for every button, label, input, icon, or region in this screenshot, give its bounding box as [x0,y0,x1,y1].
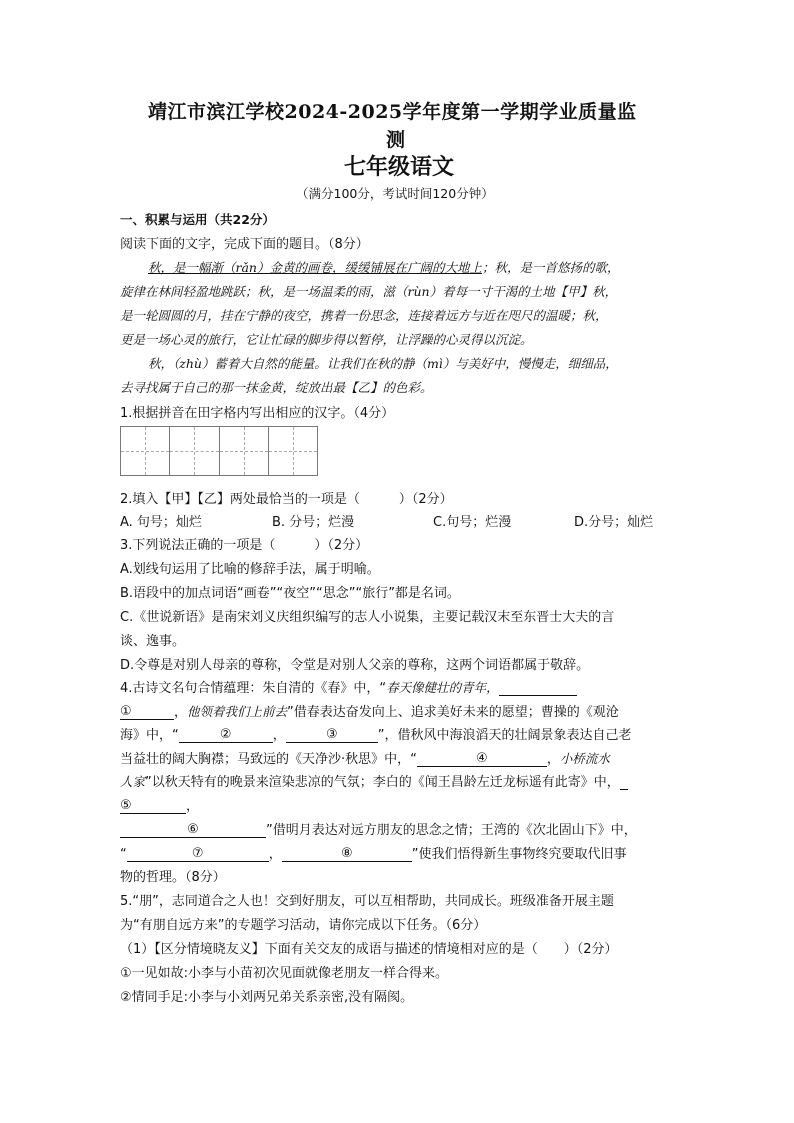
underlined-sentence: 秋，是一幅渐（rǎn）金黄的画卷，缓缓铺展在广阔的大地上 [148,260,482,275]
passage-line-1: 秋，是一幅渐（rǎn）金黄的画卷，缓缓铺展在广阔的大地上；秋，是一首悠扬的歌， [148,260,620,275]
passage-line-2: 旋律在林间轻盈地跳跃；秋，是一场温柔的雨，滋（rùn）着每一寸干渴的土地【甲】秋， [120,284,618,299]
question-4-line-6 [120,795,199,814]
reading-intro: 阅读下面的文字，完成下面的题目。（8分） [120,237,369,252]
q4-text: ， [272,728,286,743]
q5-item-1: ①一见如故:小李与小苗初次见面就像老朋友一样合得来。 [120,966,449,981]
q4-text: ”使我们悟得新生事物终究要取代旧事 [411,847,627,862]
q4-text: ， [268,847,282,862]
q3-option-a[interactable]: A.划线句运用了比喻的修辞手法，属于明喻。 [120,562,380,577]
passage-line-6: 去寻找属于自己的那一抹金黄，绽放出最【乙】的色彩。 [120,380,433,395]
passage-line-5: 秋，（zhù）蓄着大自然的能量。让我们在秋的静（mì）与美好中，慢慢走，细细品， [148,356,618,371]
q4-text: ”，借秋风中海浪滔天的壮阔景象表达自己老 [377,728,632,743]
q4-text: 4.古诗文名句合情蕴理：朱自清的《春》中，“ [120,681,387,696]
fill-blank-3[interactable]: ③ [286,727,378,743]
q4-text: ， [186,799,200,814]
q4-text: 海》中，“ [120,728,179,743]
exam-title-line2: 测 [386,129,406,151]
q3-option-c[interactable]: C.《世说新语》是南宋刘义庆组织编写的志人小说集，主要记载汉末至东晋士大夫的言 [120,610,615,625]
q2-option-c[interactable]: C.句号；烂漫 [433,515,512,530]
grid-cell[interactable] [170,427,219,475]
passage-line-4: 更是一场心灵的旅行，它让忙碌的脚步得以暂停，让浮躁的心灵得以沉淀。 [120,332,533,347]
question-1: 1.根据拼音在田字格内写出相应的汉字。（4分） [120,406,395,421]
tianzige-grid[interactable] [120,426,318,476]
fill-blank-7[interactable]: ⑦ [127,846,269,862]
question-5-line-1: 5.“朋”，志同道合之人也！交到好朋友，可以互相帮助，共同成长。班级准备开展主题 [120,894,614,909]
q2-option-a[interactable]: A. 句号；灿烂 [120,515,202,530]
q4-text: ”借春表达奋发向上、追求美好未来的愿望；曹操的《观沧 [287,705,619,720]
fill-blank[interactable] [620,774,628,790]
fill-blank-4[interactable]: ④ [417,751,547,767]
q4-quote: 春天像健壮的青年， [386,680,499,695]
fill-blank[interactable] [499,680,577,696]
exam-subject-title: 七年级语文 [344,155,455,180]
grid-cell[interactable] [121,427,170,475]
q4-text: ”借明月表达对远方朋友的思念之情；王湾的《次北固山下》中， [266,823,637,838]
q5-item-2: ②情同手足:小李与小刘两兄弟关系亲密,没有隔阂。 [120,990,414,1005]
q4-quote: 人家 [120,774,146,789]
q4-quote: 他领着我们上前去 [187,704,288,719]
question-4-line-9: 物的哲理。（8分） [120,870,226,885]
q4-quote: 小桥流水 [559,751,610,766]
question-4-line-4 [120,748,610,767]
fill-blank-5[interactable]: ⑤ [120,798,186,814]
fill-blank-2[interactable]: ② [179,727,273,743]
question-4-line-8 [120,843,627,862]
question-4-line-3 [120,724,632,743]
question-4-line-2 [120,701,619,720]
question-5-sub-1: （1）【区分情境晓友义】下面有关交友的成语与描述的情境相对应的是（ ）（2分） [120,942,618,957]
q2-option-b[interactable]: B. 分号；烂漫 [272,515,355,530]
q4-text: ， [174,705,188,720]
fill-blank-8[interactable]: ⑧ [282,846,412,862]
question-2: 2.填入【甲】【乙】两处最恰当的一项是（ ）（2分） [120,492,453,507]
q4-text: ”以秋天特有的晚景来渲染悲凉的气氛；李白的《闻王昌龄左迁龙标遥有此寄》中， [145,775,620,790]
q3-option-b[interactable]: B.语段中的加点词语“画卷”“夜空”“思念”“旅行”都是名词。 [120,586,460,601]
fill-blank-1[interactable]: ① [120,704,174,720]
q3-option-d[interactable]: D.令尊是对别人母亲的尊称，令堂是对别人父亲的尊称，这两个词语都属于敬辞。 [120,658,590,673]
fill-blank-6[interactable]: ⑥ [120,822,266,838]
passage-line-3: 是一轮圆圆的月，挂在宁静的夜空，携着一份思念，连接着远方与近在咫尺的温暖；秋， [120,308,608,323]
section-heading: 一、积累与运用（共22分） [120,212,275,227]
question-4-line-1 [120,677,577,696]
q4-text: 当益壮的阔大胸襟；马致远的《天净沙·秋思》中，“ [120,752,417,767]
q2-option-d[interactable]: D.分号；灿烂 [574,515,654,530]
question-4-line-5 [120,771,628,790]
exam-title-line1: 靖江市滨江学校2024-2025学年度第一学期学业质量监 [148,101,637,123]
question-5-line-2: 为“有朋自远方来”的专题学习活动，请你完成以下任务。（6分） [120,918,487,933]
q4-text: “ [120,847,127,862]
grid-cell[interactable] [269,427,317,475]
q4-text: ， [546,752,560,767]
grid-cell[interactable] [220,427,269,475]
question-4-line-7 [120,819,637,838]
exam-meta: （满分100分，考试时间120分钟） [296,186,494,201]
q3-option-c-cont: 谈、逸事。 [120,634,186,649]
question-3: 3.下列说法正确的一项是（ ）（2分） [120,538,369,553]
